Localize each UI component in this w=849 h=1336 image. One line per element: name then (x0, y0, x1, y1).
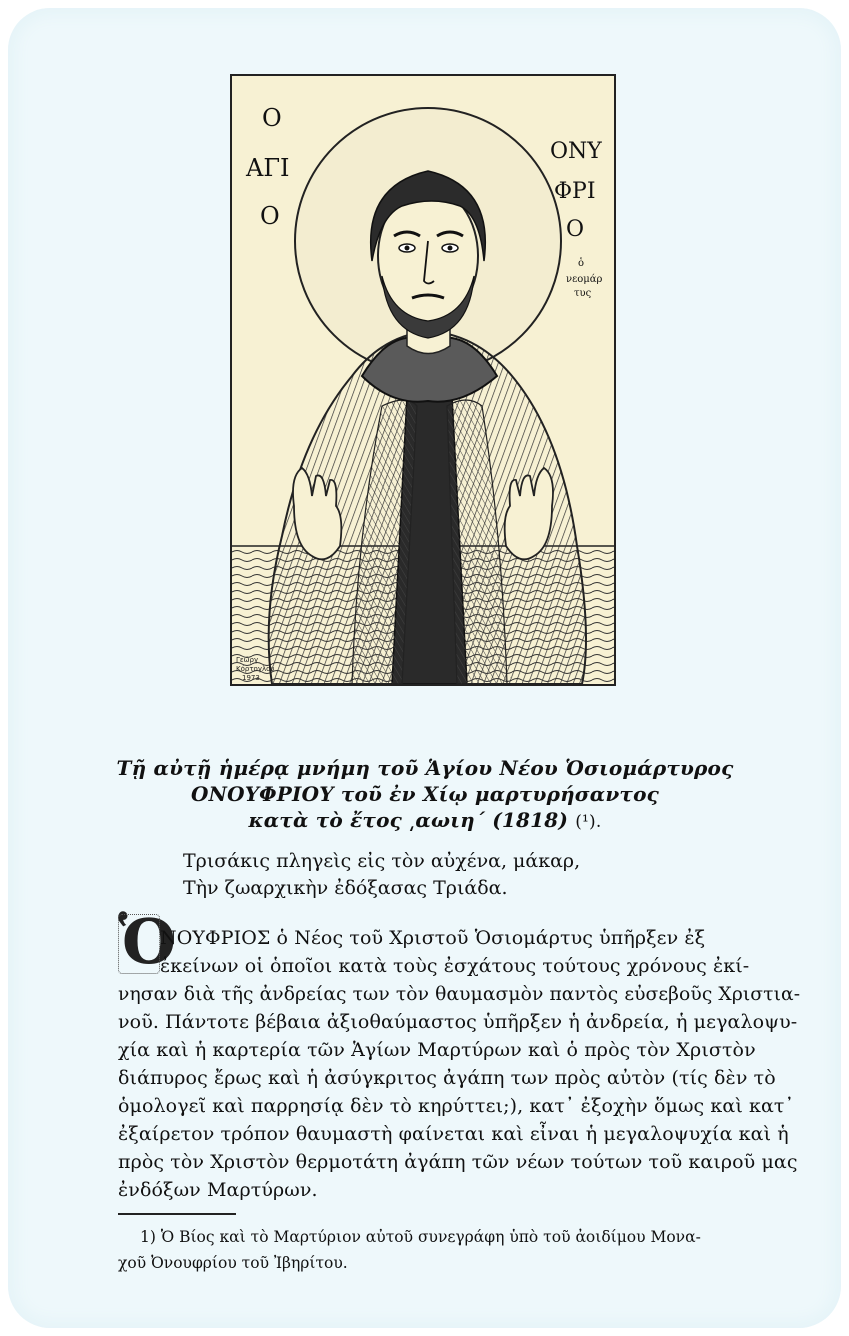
svg-text:ΟΝΥ: ΟΝΥ (550, 139, 602, 164)
title-line-3 (100, 808, 750, 832)
svg-text:ΑΓΙ: ΑΓΙ (246, 154, 290, 182)
svg-text:ΦΡΙ: ΦΡΙ (554, 179, 596, 204)
svg-text:Γεώργ: Γεώργ (236, 656, 259, 664)
footnote-divider (118, 1213, 236, 1215)
svg-text:τυς: τυς (574, 288, 592, 299)
body-line: ὁμολογεῖ καὶ παρρησίᾳ δὲν τὸ κηρύττει;), κατ᾽ ἐξοχὴν ὅμως καὶ κατ᾽ (118, 1095, 795, 1117)
svg-text:Ο: Ο (260, 202, 280, 230)
footnote-line-2: χοῦ Ὀνουφρίου τοῦ Ἰβηρίτου. (118, 1254, 348, 1272)
body-line: χία καὶ ἡ καρτερία τῶν Ἁγίων Μαρτύρων καὶ ὁ πρὸς τὸν Χριστὸν (118, 1039, 756, 1061)
verse-line-1: Τρισάκις πληγεὶς εἰς τὸν αὐχένα, μάκαρ, (183, 850, 581, 872)
svg-text:Ο: Ο (262, 104, 282, 132)
title-line-3-text: κατὰ τὸ ἔτος ͵αωιη´ (1818) (248, 808, 569, 832)
body-line: νοῦ. Πάντοτε βέβαια ἀξιοθαύμαστος ὑπῆρξεν ἡ ἀνδρεία, ἡ μεγαλοψυ- (118, 1011, 798, 1033)
body-line: ἐκείνων οἱ ὁποῖοι κατὰ τοὺς ἐσχάτους τούτους χρόνους ἐκί- (160, 955, 750, 977)
body-line: πρὸς τὸν Χριστὸν θερμοτάτη ἀγάπη τῶν νέων τούτων τοῦ καιροῦ μας (118, 1151, 798, 1173)
svg-text:1973: 1973 (242, 674, 260, 682)
saint-icon-illustration (230, 74, 616, 686)
svg-text:νεομάρ: νεομάρ (566, 274, 603, 285)
title-line-2: ΟΝΟΥΦΡΙΟΥ τοῦ ἐν Χίῳ μαρτυρήσαντος (190, 782, 659, 806)
svg-text:ὁ: ὁ (578, 258, 585, 269)
drop-cap: Ὁ (118, 905, 176, 978)
body-line: νησαν διὰ τῆς ἀνδρείας των τὸν θαυμασμὸν παντὸς εὐσεβοῦς Χριστια- (118, 983, 801, 1005)
svg-text:Κόρτογλου: Κόρτογλου (236, 665, 275, 673)
verse-line-2: Τὴν ζωαρχικὴν ἐδόξασας Τριάδα. (183, 877, 508, 899)
body-line: ΝΟΥΦΡΙΟΣ ὁ Νέος τοῦ Χριστοῦ Ὁσιομάρτυς ὑπῆρξεν ἐξ (160, 927, 706, 949)
body-line: διάπυρος ἔρως καὶ ἡ ἀσύγκριτος ἀγάπη των πρὸς αὐτὸν (τίς δὲν τὸ (118, 1067, 776, 1089)
title-line-1: Τῇ αὐτῇ ἡμέρᾳ μνήμη τοῦ Ἁγίου Νέου Ὁσιομάρτυρος (116, 756, 734, 780)
body-line: ἐνδόξων Μαρτύρων. (118, 1179, 318, 1201)
footnote-line-1: 1) Ὁ Βίος καὶ τὸ Μαρτύριον αὐτοῦ συνεγράφη ὑπὸ τοῦ ἀοιδίμου Μονα- (140, 1228, 701, 1246)
body-line: ἐξαίρετον τρόπον θαυμαστὴ φαίνεται καὶ εἶναι ἡ μεγαλοψυχία καὶ ἡ (118, 1123, 789, 1145)
footnote-reference: (¹). (575, 812, 602, 832)
svg-text:Ο: Ο (566, 217, 585, 242)
